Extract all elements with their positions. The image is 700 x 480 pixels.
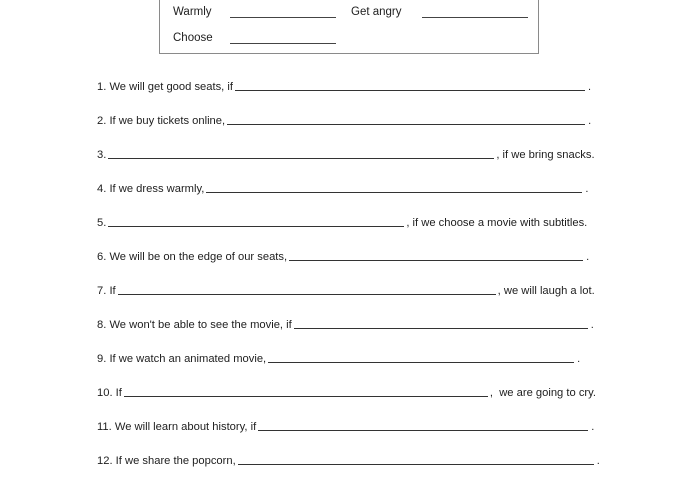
answer-blank-5[interactable] (108, 226, 404, 227)
word-bank-blank-get-angry[interactable] (422, 17, 528, 18)
question-text-before: If (115, 387, 122, 399)
answer-blank-2[interactable] (227, 124, 585, 125)
question-text-after: . (588, 115, 592, 127)
answer-blank-1[interactable] (235, 90, 585, 91)
question-number: 9. (97, 353, 107, 365)
answer-blank-10[interactable] (124, 396, 488, 397)
question-7 (97, 283, 595, 297)
question-number: 10. (97, 387, 113, 399)
question-number: 11. (97, 421, 112, 433)
answer-blank-3[interactable] (108, 158, 494, 159)
question-text-after: , we are going to cry. (489, 387, 597, 399)
question-text-before: We will be on the edge of our seats, (109, 251, 288, 263)
word-bank-blank-warmly[interactable] (230, 17, 336, 18)
question-text-before: We will get good seats, if (109, 81, 233, 93)
question-text-before: If (109, 285, 116, 297)
question-text-after: , we will laugh a lot. (497, 285, 595, 297)
question-10 (97, 385, 596, 399)
answer-blank-6[interactable] (289, 260, 583, 261)
question-4 (97, 181, 588, 195)
question-6 (97, 249, 589, 263)
question-text-after: . (586, 251, 590, 263)
question-text-after: . (596, 455, 600, 467)
word-bank-blank-choose[interactable] (230, 43, 336, 44)
question-5 (97, 215, 587, 229)
question-text-before: We will learn about history, if (114, 421, 257, 433)
question-text-after: . (577, 353, 581, 365)
question-text-after: . (588, 81, 592, 93)
question-text-before: If we share the popcorn, (115, 455, 236, 467)
question-2 (97, 113, 591, 127)
question-text-after: . (591, 421, 595, 433)
answer-blank-8[interactable] (294, 328, 588, 329)
question-number: 5. (97, 217, 107, 229)
question-text-after: . (585, 183, 589, 195)
question-9 (97, 351, 580, 365)
answer-blank-12[interactable] (238, 464, 594, 465)
question-text-after: . (590, 319, 594, 331)
question-3 (97, 147, 595, 161)
question-text-before: If we buy tickets online, (109, 115, 226, 127)
question-11 (97, 419, 594, 433)
question-1 (97, 79, 591, 93)
question-number: 8. (97, 319, 107, 331)
question-number: 4. (97, 183, 107, 195)
question-number: 3. (97, 149, 107, 161)
question-8 (97, 317, 594, 331)
question-text-before: We won't be able to see the movie, if (109, 319, 292, 331)
answer-blank-9[interactable] (268, 362, 574, 363)
question-number: 7. (97, 285, 107, 297)
answer-blank-7[interactable] (118, 294, 496, 295)
question-number: 1. (97, 81, 107, 93)
question-number: 12. (97, 455, 113, 467)
question-text-after: , if we choose a movie with subtitles. (406, 217, 588, 229)
question-text-after: , if we bring snacks. (496, 149, 595, 161)
answer-blank-4[interactable] (206, 192, 582, 193)
word-bank-item-choose: Choose (173, 32, 213, 44)
word-bank-item-warmly: Warmly (173, 6, 212, 18)
answer-blank-11[interactable] (258, 430, 588, 431)
question-number: 6. (97, 251, 107, 263)
question-text-before: If we watch an animated movie, (109, 353, 267, 365)
word-bank-item-get-angry: Get angry (351, 6, 402, 18)
question-12 (97, 453, 600, 467)
question-number: 2. (97, 115, 107, 127)
question-text-before: If we dress warmly, (109, 183, 205, 195)
word-bank-box (159, 0, 539, 54)
